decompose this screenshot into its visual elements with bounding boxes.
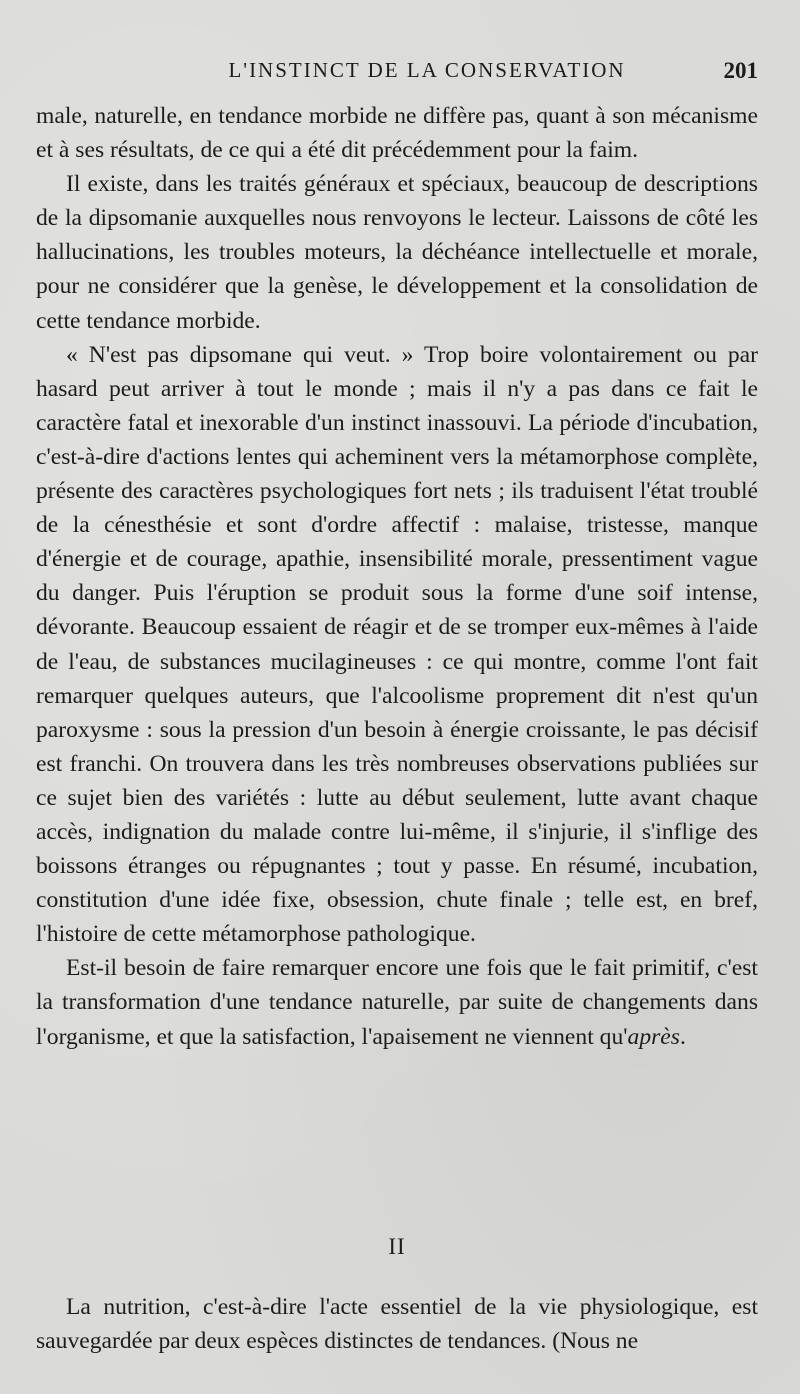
- body-text: [36, 99, 758, 1054]
- paragraph-4: [36, 951, 758, 1053]
- paragraph-3: « N'est pas dipsomane qui veut. » Trop boire volontairement ou par hasard peut arriver à tout le monde ; mais il n'y a pas dans ce fait le caractère fatal et inexorable d'un instinct inassouvi. La période d'incubation, c'est-à-dire d'actions lentes qui acheminent vers la métamorphose complète, présente des caractères psychologiques fort nets ; ils traduisent l'état troublé de la cénesthésie et sont d'ordre affectif : malaise, tristesse, manque d'énergie et de courage, apathie, insensibilité morale, pressentiment vague du danger. Puis l'éruption se produit sous la forme d'une soif intense, dévorante. Beaucoup essaient de réagir et de se tromper eux-mêmes à l'aide de l'eau, de substances mucilagineuses : ce qui montre, comme l'ont fait remarquer quelques auteurs, que l'alcoolisme proprement dit n'est qu'un paroxysme : sous la pression d'un besoin à énergie croissante, le pas décisif est franchi. On trouvera dans les très nombreuses observations publiées sur ce sujet bien des variétés : lutte au début seulement, lutte avant chaque accès, indignation du malade contre lui-même, il s'injurie, il s'inflige des boissons étranges ou répugnantes ; tout y passe. En résumé, incubation, constitution d'une idée fixe, obsession, chute finale ; telle est, en bref, l'histoire de cette métamorphose pathologique.: [36, 341, 758, 948]
- paragraph-2: Il existe, dans les traités généraux et spéciaux, beaucoup de descriptions de la dipsomanie auxquelles nous renvoyons le lecteur. Laissons de côté les hallucinations, les troubles moteurs, la déchéance intellectuelle et morale, pour ne considérer que la genèse, le développement et la consolidation de cette tendance morbide.: [36, 171, 758, 334]
- section-number: II: [388, 1234, 406, 1259]
- paragraph-4-text: Est-il besoin de faire remarquer encore une fois que le fait primitif, c'est la transformation d'une tendance naturelle, par suite de changements dans l'organisme, et que la satisfaction, l'apaisement ne viennent qu': [36, 955, 758, 1050]
- paragraph-1: male, naturelle, en tendance morbide ne diffère pas, quant à son mécanisme et à ses résultats, de ce qui a été dit précédemment pour la faim.: [36, 103, 758, 164]
- tail-text: [36, 1290, 758, 1358]
- paragraph-4-italic: après: [627, 1023, 680, 1050]
- running-title: L'INSTINCT DE LA CONSERVATION: [228, 58, 626, 82]
- page-number: 201: [723, 58, 758, 83]
- paragraph-4-end: .: [679, 1023, 686, 1050]
- paragraph-5: La nutrition, c'est-à-dire l'acte essentiel de la vie physiologique, est sauvegardée par deux espèces distinctes de tendances. (Nous ne: [36, 1294, 758, 1355]
- running-head: [36, 58, 758, 98]
